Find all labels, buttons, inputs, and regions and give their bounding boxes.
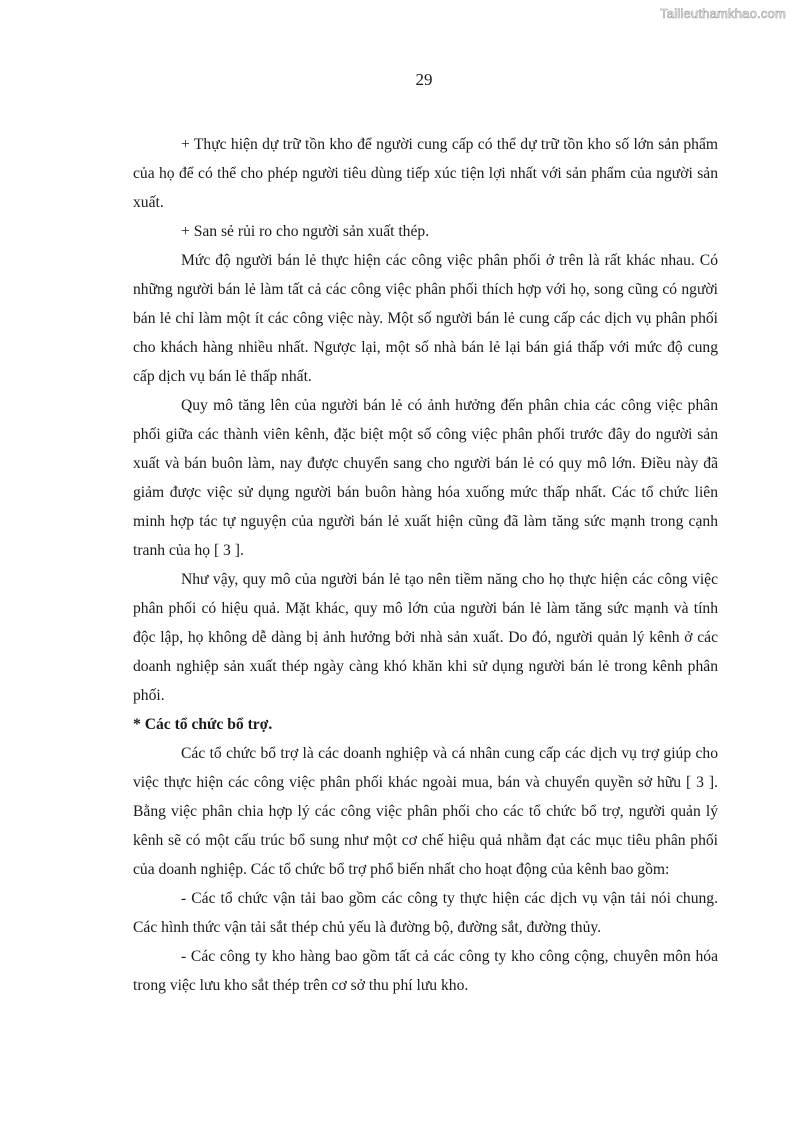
- document-body: [133, 130, 718, 1000]
- paragraph-support-orgs: Các tổ chức bổ trợ là các doanh nghiệp và cá nhân cung cấp các dịch vụ trợ giúp cho việc thực hiện các công việc phân phối khác ngoài mua, bán và chuyển quyền sở hữu [ 3 ]. Bằng việc phân chia hợp lý các công việc phân phối cho các tổ chức bổ trợ, người quản lý kênh sẽ có một cấu trúc bổ sung như một cơ chế hiệu quả nhằm đạt các mục tiêu phân phối của doanh nghiệp. Các tổ chức bổ trợ phổ biến nhất cho hoạt động của kênh bao gồm:: [133, 745, 718, 878]
- paragraph-warehouse: - Các công ty kho hàng bao gồm tất cả các công ty kho công cộng, chuyên môn hóa trong việc lưu kho sắt thép trên cơ sở thu phí lưu kho.: [133, 948, 718, 994]
- paragraph-inventory: + Thực hiện dự trữ tồn kho để người cung cấp có thể dự trữ tồn kho số lớn sản phẩm của họ để có thể cho phép người tiêu dùng tiếp xúc tiện lợi nhất với sản phẩm của người sản xuất.: [133, 136, 718, 211]
- paragraph-risk-sharing: + San sẻ rủi ro cho người sản xuất thép.: [181, 223, 430, 240]
- page-number: 29: [415, 70, 433, 89]
- watermark: Tailieuthamkhao.com: [660, 6, 786, 21]
- section-heading: * Các tổ chức bổ trợ.: [133, 716, 273, 733]
- paragraph-transport: - Các tổ chức vận tải bao gồm các công ty thực hiện các dịch vụ vận tải nói chung. Các hình thức vận tải sắt thép chủ yếu là đường bộ, đường sắt, đường thủy.: [133, 890, 718, 936]
- paragraph-retailer-level: Mức độ người bán lẻ thực hiện các công việc phân phối ở trên là rất khác nhau. Có những người bán lẻ làm tất cả các công việc phân phối thích hợp với họ, song cũng có người bán lẻ chỉ làm một ít các công việc này. Một số người bán lẻ cung cấp các dịch vụ phân phối cho khách hàng nhiều nhất. Ngược lại, một số nhà bán lẻ lại bán giá thấp với mức độ cung cấp dịch vụ bán lẻ thấp nhất.: [133, 252, 718, 385]
- paragraph-retailer-scale: Quy mô tăng lên của người bán lẻ có ảnh hưởng đến phân chia các công việc phân phối giữa các thành viên kênh, đặc biệt một số công việc phân phối trước đây do người sản xuất và bán buôn làm, nay được chuyển sang cho người bán lẻ có quy mô lớn. Điều này đã giảm được việc sử dụng người bán buôn hàng hóa xuống mức thấp nhất. Các tổ chức liên minh hợp tác tự nguyện của người bán lẻ xuất hiện cũng đã làm tăng sức mạnh trong cạnh tranh của họ [ 3 ].: [133, 397, 718, 559]
- paragraph-retailer-potential: Như vậy, quy mô của người bán lẻ tạo nên tiềm năng cho họ thực hiện các công việc phân phối có hiệu quả. Mặt khác, quy mô lớn của người bán lẻ làm tăng sức mạnh và tính độc lập, họ không dễ dàng bị ảnh hưởng bởi nhà sản xuất. Do đó, người quản lý kênh ở các doanh nghiệp sản xuất thép ngày càng khó khăn khi sử dụng người bán lẻ trong kênh phân phối.: [133, 571, 718, 704]
